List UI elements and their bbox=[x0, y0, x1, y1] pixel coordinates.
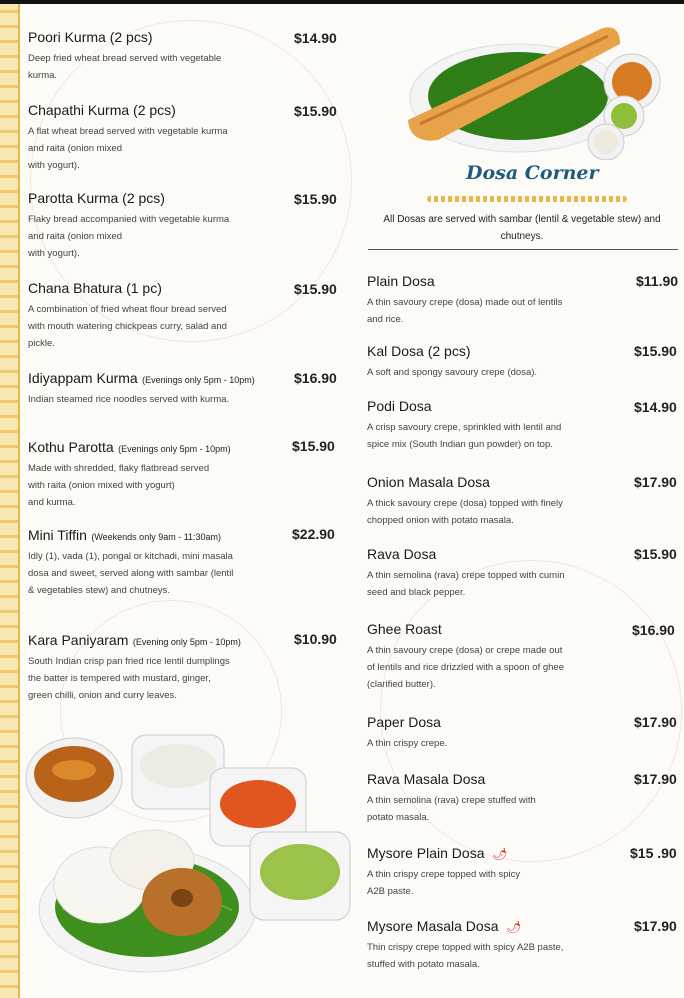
menu-item bbox=[367, 546, 637, 601]
item-name: Onion Masala Dosa bbox=[367, 474, 490, 490]
menu-item bbox=[367, 918, 637, 973]
top-bar bbox=[0, 0, 684, 4]
divider bbox=[368, 249, 678, 250]
menu-item bbox=[367, 714, 637, 752]
item-description: Idly (1), vada (1), pongal or kitchadi, mini masala dosa and sweet, served along with sambar (lentil & vegetables stew) and chutneys. bbox=[28, 551, 234, 596]
item-name: Paper Dosa bbox=[367, 714, 441, 730]
item-name: Plain Dosa bbox=[367, 273, 435, 289]
item-description: South Indian crisp pan fried rice lentil dumplings the batter is tempered with mustard, ginger, green chilli, onion and curry leaves. bbox=[28, 656, 230, 701]
availability-note: (Weekends only 9am - 11:30am) bbox=[91, 532, 222, 542]
item-name: Podi Dosa bbox=[367, 398, 432, 414]
item-description: A thin savoury crepe (dosa) made out of lentils and rice. bbox=[367, 297, 563, 325]
item-description: A thick savoury crepe (dosa) topped with finely chopped onion with potato masala. bbox=[367, 498, 563, 526]
decorative-border bbox=[0, 4, 20, 998]
item-name: Mysore Masala Dosa bbox=[367, 918, 499, 934]
item-name: Idiyappam Kurma bbox=[28, 370, 138, 386]
item-price: $10.90 bbox=[294, 631, 337, 647]
item-price: $15.90 bbox=[634, 546, 677, 562]
title-ornament bbox=[427, 196, 627, 202]
item-price: $17.90 bbox=[634, 918, 677, 934]
item-name: Ghee Roast bbox=[367, 621, 442, 637]
availability-note: (Evening only 5pm - 10pm) bbox=[132, 637, 241, 647]
item-name: Poori Kurma (2 pcs) bbox=[28, 29, 153, 45]
item-price: $17.90 bbox=[634, 771, 677, 787]
item-name: Chapathi Kurma (2 pcs) bbox=[28, 102, 176, 118]
item-description: A flat wheat bread served with vegetable kurma and raita (onion mixed with yogurt). bbox=[28, 126, 228, 171]
item-description: Deep fried wheat bread served with vegetable kurma. bbox=[28, 53, 222, 81]
item-description: A thin crispy crepe topped with spicy A2B paste. bbox=[367, 869, 521, 897]
item-description: Made with shredded, flaky flatbread served with raita (onion mixed with yogurt) and kurma. bbox=[28, 463, 210, 508]
item-price: $15.90 bbox=[294, 191, 337, 207]
item-description: Thin crispy crepe topped with spicy A2B paste, stuffed with potato masala. bbox=[367, 942, 564, 970]
item-price: $14.90 bbox=[294, 30, 337, 46]
item-price: $16.90 bbox=[294, 370, 337, 386]
menu-item bbox=[367, 273, 637, 328]
menu-item bbox=[367, 845, 637, 900]
item-description: A soft and spongy savoury crepe (dosa). bbox=[367, 367, 538, 378]
item-description: A combination of fried wheat flour bread served with mouth watering chickpeas curry, salad and pickle. bbox=[28, 304, 227, 349]
item-name: Rava Masala Dosa bbox=[367, 771, 486, 787]
item-name: Parotta Kurma (2 pcs) bbox=[28, 190, 165, 206]
item-price: $11.90 bbox=[636, 273, 679, 289]
menu-item bbox=[367, 621, 637, 693]
chili-pepper-icon: 🌶 bbox=[506, 920, 522, 934]
dosa-image bbox=[398, 10, 674, 160]
item-description: A thin semolina (rava) crepe stuffed with potato masala. bbox=[367, 795, 536, 823]
item-price: $15.90 bbox=[294, 103, 337, 119]
item-description: Indian steamed rice noodles served with kurma. bbox=[28, 394, 230, 405]
item-price: $15.90 bbox=[634, 343, 677, 359]
item-price: $22.90 bbox=[292, 526, 335, 542]
menu-item bbox=[367, 771, 637, 826]
item-name: Mini Tiffin bbox=[28, 527, 87, 543]
menu-item bbox=[367, 343, 637, 381]
item-price: $15.90 bbox=[292, 438, 335, 454]
section-title: Dosa Corner bbox=[466, 162, 599, 184]
idli-vada-image bbox=[22, 720, 362, 980]
availability-note: (Evenings only 5pm - 10pm) bbox=[118, 444, 231, 454]
item-price: $17.90 bbox=[634, 474, 677, 490]
chili-pepper-icon: 🌶 bbox=[492, 847, 508, 861]
section-note: All Dosas are served with sambar (lentil & vegetable stew) and chutneys. bbox=[383, 214, 661, 242]
item-description: A thin savoury crepe (dosa) or crepe made out of lentils and rice drizzled with a spoon of ghee (clarified butter). bbox=[367, 645, 564, 690]
item-description: A thin semolina (rava) crepe topped with cumin seed and black pepper. bbox=[367, 570, 565, 598]
item-price: $17.90 bbox=[634, 714, 677, 730]
item-description: A crisp savoury crepe, sprinkled with lentil and spice mix (South Indian gun powder) on top. bbox=[367, 422, 562, 450]
item-name: Kothu Parotta bbox=[28, 439, 114, 455]
item-description: A thin crispy crepe. bbox=[367, 738, 448, 749]
item-name: Kara Paniyaram bbox=[28, 632, 129, 648]
item-price: $16.90 bbox=[632, 622, 675, 638]
menu-item bbox=[367, 474, 637, 529]
item-name: Rava Dosa bbox=[367, 546, 437, 562]
item-name: Mysore Plain Dosa bbox=[367, 845, 485, 861]
item-name: Chana Bhatura (1 pc) bbox=[28, 280, 162, 296]
item-price: $15 .90 bbox=[630, 845, 677, 861]
item-name: Kal Dosa (2 pcs) bbox=[367, 343, 471, 359]
item-description: Flaky bread accompanied with vegetable kurma and raita (onion mixed with yogurt). bbox=[28, 214, 230, 259]
menu-item bbox=[367, 398, 637, 453]
availability-note: (Evenings only 5pm - 10pm) bbox=[142, 375, 255, 385]
item-price: $15.90 bbox=[294, 281, 337, 297]
item-price: $14.90 bbox=[634, 399, 677, 415]
